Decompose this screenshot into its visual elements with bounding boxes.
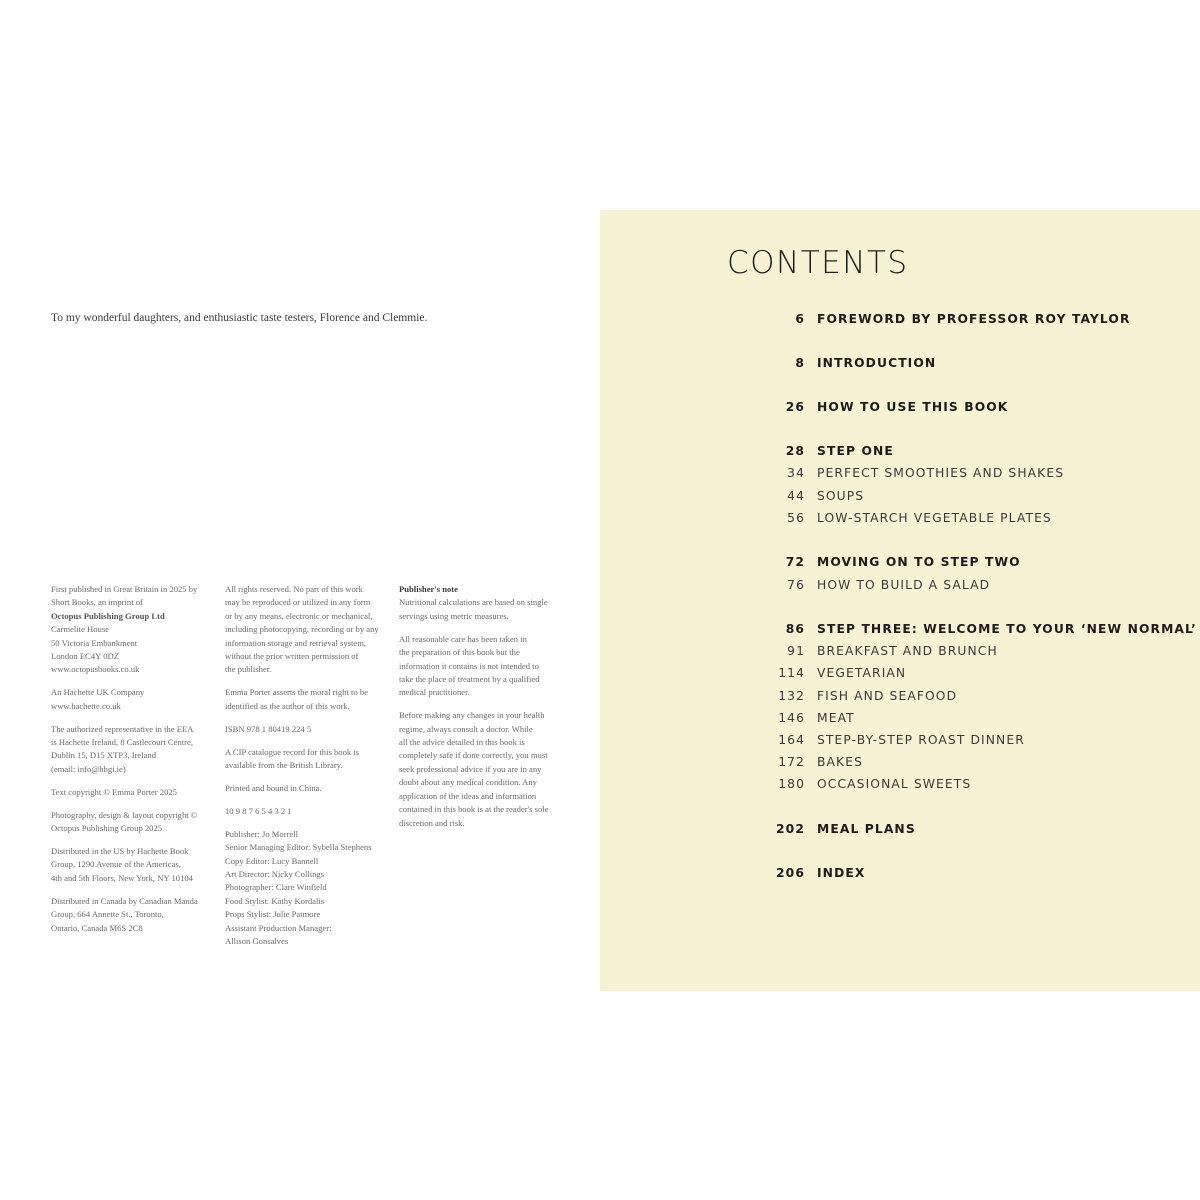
toc-page-number: 44: [787, 489, 805, 503]
imprint-line: Nutritional calculations are based on single: [399, 597, 548, 608]
imprint-paragraph: [51, 723, 216, 777]
imprint-line: www.octopusbooks.co.uk: [51, 664, 140, 675]
toc-label: MEAT: [817, 711, 855, 725]
imprint-line: Photography, design & layout copyright ©: [51, 809, 198, 820]
imprint-column-1: [51, 583, 216, 944]
imprint-line: discretion and risk.: [399, 817, 465, 828]
imprint-line: A CIP catalogue record for this book is: [225, 746, 360, 757]
imprint-line: Octopus Publishing Group Ltd: [51, 610, 165, 621]
imprint-line: First published in Great Britain in 2025 by: [51, 584, 198, 594]
imprint-line: London EC4Y 0DZ: [51, 651, 119, 662]
imprint-paragraph: [51, 845, 216, 885]
imprint-line: identified as the author of this work.: [225, 700, 350, 711]
imprint-line: 4th and 5th Floors, New York, NY 10104: [51, 872, 193, 883]
toc-label: INDEX: [817, 866, 866, 880]
toc-entry: [600, 822, 1200, 842]
imprint-line: The authorized representative in the EEA: [51, 723, 194, 734]
imprint-line: without the prior written permission of: [225, 651, 359, 662]
toc-page-number: 164: [778, 733, 805, 747]
imprint-line: 10 9 8 7 6 5 4 3 2 1: [225, 805, 292, 816]
toc-entry: [600, 511, 1200, 531]
contents-panel: [600, 210, 1200, 991]
toc-entry: [600, 755, 1200, 775]
toc-label: MOVING ON TO STEP TWO: [817, 555, 1021, 569]
toc-label: STEP ONE: [817, 444, 894, 458]
imprint-paragraph: [225, 686, 390, 713]
imprint-line: 50 Victoria Embankment: [51, 637, 138, 648]
imprint-paragraph: [225, 805, 390, 818]
toc-entry: [600, 711, 1200, 731]
imprint-line: Group, 664 Annette St., Toronto,: [51, 909, 164, 920]
toc-label: PERFECT SMOOTHIES AND SHAKES: [817, 466, 1065, 480]
toc-label: STEP THREE: WELCOME TO YOUR ‘NEW NORMAL’: [817, 622, 1197, 636]
imprint-line: Food Stylist: Kathy Kordalis: [225, 895, 325, 906]
imprint-line: the preparation of this book but the: [399, 647, 520, 658]
toc-label: INTRODUCTION: [817, 356, 937, 370]
imprint-line: Distributed in Canada by Canadian Manda: [51, 895, 198, 906]
toc-label: FOREWORD BY PROFESSOR ROY TAYLOR: [817, 312, 1131, 326]
contents-title: CONTENTS: [727, 245, 909, 281]
imprint-line: Carmelite House: [51, 624, 109, 635]
imprint-line: All rights reserved. No part of this work: [225, 584, 363, 594]
toc-page-number: 26: [785, 400, 805, 414]
imprint-line: Distributed in the US by Hachette Book: [51, 846, 189, 856]
imprint-paragraph: [399, 709, 564, 830]
imprint-line: information storage and retrieval system,: [225, 637, 367, 648]
toc-entry: [600, 356, 1200, 376]
toc-entry: [600, 777, 1200, 797]
toc-label: HOW TO USE THIS BOOK: [817, 400, 1009, 414]
toc-label: BAKES: [817, 755, 863, 769]
toc-entry: [600, 689, 1200, 709]
imprint-line: regime, always consult a doctor. While: [399, 723, 533, 734]
toc-page-number: 206: [776, 866, 805, 880]
toc-page-number: 8: [795, 356, 805, 370]
toc-entry: [600, 733, 1200, 753]
imprint-line: Senior Managing Editor: Sybella Stephens: [225, 842, 372, 853]
imprint-paragraph: [51, 583, 216, 677]
toc-entry: [600, 555, 1200, 575]
dedication-text: To my wonderful daughters, and enthusiastic taste testers, Florence and Clemmie.: [51, 312, 428, 324]
imprint-line: application of the ideas and information: [399, 790, 537, 801]
imprint-line: servings using metric measures.: [399, 610, 509, 621]
toc-page-number: 172: [778, 755, 805, 769]
imprint-line: seek professional advice if you are in any: [399, 763, 542, 774]
toc-page-number: 34: [787, 466, 805, 480]
imprint-line: Group, 1290 Avenue of the Americas,: [51, 859, 181, 870]
toc-entry: [600, 666, 1200, 686]
imprint-line: available from the British Library.: [225, 759, 343, 770]
imprint-line: Octopus Publishing Group 2025: [51, 823, 163, 834]
imprint-line: Printed and bound in China.: [225, 782, 322, 793]
toc-entry: [600, 312, 1200, 332]
imprint-paragraph: [225, 782, 390, 795]
imprint-line: Ontario, Canada M6S 2C8: [51, 922, 143, 933]
imprint-paragraph: [51, 686, 216, 713]
toc-page-number: 28: [785, 444, 805, 458]
imprint-paragraph: [51, 895, 216, 935]
imprint-line: Copy Editor: Lucy Bannell: [225, 855, 319, 866]
imprint-line: all the advice detailed in this book is: [399, 737, 525, 748]
imprint-line: doubt about any medical condition. Any: [399, 777, 537, 788]
imprint-line: take the place of treatment by a qualified: [399, 673, 540, 684]
imprint-line: www.hachette.co.uk: [51, 700, 121, 711]
imprint-line: medical practitioner.: [399, 687, 470, 698]
toc-entry: [600, 400, 1200, 420]
toc-page-number: 146: [778, 711, 805, 725]
toc-label: LOW-STARCH VEGETABLE PLATES: [817, 511, 1052, 525]
imprint-line: information it contains is not intended to: [399, 660, 539, 671]
imprint-line: the publisher.: [225, 664, 272, 675]
toc-entry: [600, 644, 1200, 664]
imprint-line: Text copyright © Emma Porter 2025: [51, 786, 177, 797]
toc-label: FISH AND SEAFOOD: [817, 689, 958, 703]
imprint-line: Art Director: Nicky Collings: [225, 868, 325, 879]
toc-entry: [600, 466, 1200, 486]
publishers-note-heading: Publisher's note: [399, 584, 458, 594]
toc-label: STEP-BY-STEP ROAST DINNER: [817, 733, 1025, 747]
toc-page-number: 180: [778, 777, 805, 791]
imprint-line: Allison Gonsalves: [225, 935, 289, 946]
toc-page-number: 86: [785, 622, 805, 636]
imprint-paragraph: [225, 828, 390, 949]
imprint-line: All reasonable care has been taken in: [399, 633, 527, 644]
imprint-paragraph: [225, 583, 390, 677]
toc-page-number: 56: [787, 511, 805, 525]
toc-page-number: 76: [787, 578, 805, 592]
imprint-paragraph: [225, 746, 390, 773]
toc-label: SOUPS: [817, 489, 865, 503]
imprint-column-2: [225, 583, 390, 958]
imprint-line: Publisher: Jo Morrell: [225, 828, 299, 839]
imprint-line: Photographer: Clare Winfield: [225, 882, 327, 893]
toc-page-number: 114: [778, 666, 805, 680]
toc-entry: [600, 578, 1200, 598]
toc-label: OCCASIONAL SWEETS: [817, 777, 972, 791]
toc-page-number: 72: [785, 555, 805, 569]
imprint-line: may be reproduced or utilized in any form: [225, 597, 371, 608]
toc-page-number: 6: [795, 312, 805, 326]
toc-label: VEGETARIAN: [817, 666, 907, 680]
imprint-line: is Hachette Ireland, 8 Castlecourt Centre,: [51, 737, 193, 748]
toc-page-number: 132: [778, 689, 805, 703]
imprint-line: (email: info@hbgi.ie): [51, 763, 126, 774]
imprint-line: Props Stylist: Julie Patmore: [225, 909, 321, 920]
imprint-line: contained in this book is at the reader's sole: [399, 804, 549, 815]
imprint-line: Emma Porter asserts the moral right to be: [225, 687, 368, 698]
toc-entry: [600, 444, 1200, 464]
imprint-line: completely safe if done correctly, you must: [399, 750, 548, 761]
imprint-line: ISBN 978 1 80419 224 5: [225, 723, 312, 734]
imprint-line: including photocopying, recording or by any: [225, 624, 379, 635]
toc-page-number: 202: [776, 822, 805, 836]
imprint-paragraph: [399, 633, 564, 700]
toc-label: MEAL PLANS: [817, 822, 916, 836]
imprint-paragraph: [51, 809, 216, 836]
imprint-paragraph: [399, 596, 564, 623]
toc-page-number: 91: [787, 644, 805, 658]
imprint-line: Before making any changes in your health: [399, 710, 545, 721]
imprint-column-3: [399, 583, 564, 839]
imprint-line: Assistant Production Manager:: [225, 922, 332, 933]
imprint-line: Short Books, an imprint of: [51, 597, 143, 608]
imprint-line: or by any means, electronic or mechanical,: [225, 610, 373, 621]
toc-entry: [600, 489, 1200, 509]
toc-entry: [600, 622, 1200, 642]
toc-label: HOW TO BUILD A SALAD: [817, 578, 991, 592]
imprint-line: Dublin 15, D15 XTP3, Ireland: [51, 750, 157, 761]
imprint-paragraph: [51, 786, 216, 799]
imprint-line: An Hachette UK Company: [51, 687, 145, 698]
toc-entry: [600, 866, 1200, 886]
toc-label: BREAKFAST AND BRUNCH: [817, 644, 998, 658]
imprint-paragraph: [225, 723, 390, 736]
